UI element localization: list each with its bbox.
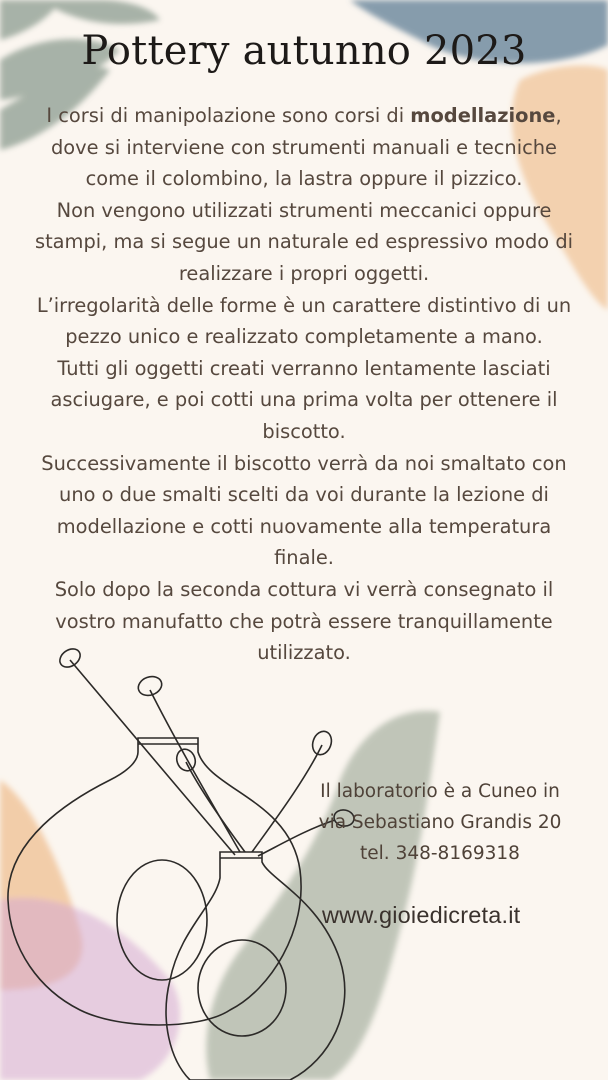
lab-location: Il laboratorio è a Cuneo in <box>320 781 560 802</box>
lab-address: via Sebastiano Grandis 20 <box>318 812 562 833</box>
paragraph-techniques-rest: , dove si interviene con strumenti manuali e tecniche come il colombino, la lastra oppure il pizzico. <box>51 104 562 191</box>
paragraph-no-machines: Non vengono utilizzati strumenti meccanici oppure stampi, ma si segue un naturale ed espressivo modo di realizzare i propri oggetti. <box>34 198 574 285</box>
modellazione-emphasis: modellazione <box>410 104 556 127</box>
paragraph-techniques-lead: I corsi di manipolazione sono corsi di <box>46 104 411 127</box>
paragraph-drying: Tutti gli oggetti creati verranno lentamente lasciati asciugare, e poi cotti una prima volta per ottenere il biscotto. <box>50 356 558 443</box>
poster-title: Pottery autunno 2023 <box>81 28 527 74</box>
paragraph-irregularity: L’irregolarità delle forme è un carattere distintivo di un pezzo unico e realizzato completamente a mano. <box>36 293 572 349</box>
paragraph-glazing: Successivamente il biscotto verrà da noi smaltato con uno o due smalti scelti da voi durante la lezione di modellazione e cotti nuovamente alla temperatura finale. <box>41 451 567 570</box>
course-description <box>24 100 584 669</box>
website-link[interactable]: www.gioiedicreta.it <box>322 902 521 928</box>
contact-info <box>300 776 580 869</box>
paragraph-second-firing: Solo dopo la seconda cottura vi verrà consegnato il vostro manufatto che potrà essere tranquillamente utilizzato. <box>54 577 554 665</box>
lab-phone[interactable]: tel. 348-8169318 <box>360 843 520 864</box>
paragraph-techniques <box>24 100 584 195</box>
